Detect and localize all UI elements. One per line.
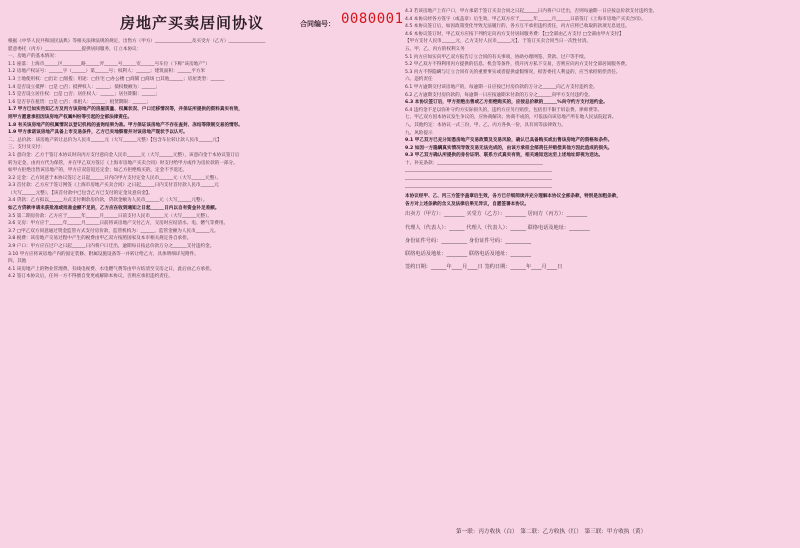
clause-line: 9.1 甲乙双方已充分知悉房地产交易政策及交易风险，确认已具备购买或出售该房地产的资格和条件。 [405,138,613,144]
clause-line: 十、补充条款：______________________________________________ [405,160,543,166]
clause-line: 1.6 是否存在租赁：□是 □否；承租人：______；租赁期限：______； [8,99,151,105]
clause-line: 八、其他约定：本协议一式三份，甲、乙、丙方各执一份，具有同等法律效力。 [405,122,566,128]
clause-line: 4.2 签订本协议后，任何一方不得擅自变更或解除本协议，否则应承担违约责任。 [8,274,173,280]
clause-line: 5.3 丙方不得隐瞒与订立合同有关的重要事实或者提供虚假情况，损害委托人利益的，应当承担赔偿责任。 [405,69,621,75]
clause-line: 根据《中华人民共和国民法典》等相关法律法规的规定，出售方（甲方）________________及买受方（乙方）________________ [8,39,266,44]
clause-line: 1.7 甲方已如实告知乙方及丙方该房地产的房屋质量、权属状况、户口迁移情况等，并保证所提供的资料真实有效， [8,107,243,113]
clause-line: 愿意委托（丙方）________________提供居间服务，订立本协议： [8,46,142,52]
clause-line: 五、甲、乙、丙方的权利义务 [405,46,465,52]
clause-line: 1.8 有关该房地产的权属情况以登记机构的查询结果为准。甲方保证该房地产不存在查封、冻结等限制交易的情形。 [8,122,243,128]
signature-line[interactable]: 代理人（代表人）：______ 代理人（代表人）：______ 联络电话及地址：________ [405,224,590,231]
signature-line[interactable]: 联络电话及地址：________ 联络电话及地址：________ [405,251,532,258]
clause-line: 4.4 本协议经各方签字（或盖章）后生效，甲乙双方应于______年______月______日前签订《上海市房地产买卖合同》。 [405,16,646,22]
clause-line: 如甲方拒绝出售该房地产的，甲方应双倍返还定金；如乙方拒绝购买的，定金不予返还。 [8,168,188,174]
clause-line: 3.9 户口：甲方应在过户之日起______日内将户口迁出，逾期每日按总价款万分之______支付违约金。 [8,244,215,250]
clause-line: 4.3 若该房地产上有户口，甲方承诺于签订买卖合同之日起______日内将户口迁出，否则每逾期一日应按总价款支付违约金。 [405,9,658,14]
clause-line: ________________________________________________________________ [405,183,552,189]
clause-line: 三、支付及交付： [8,145,45,151]
clause-line: 4.5 本协议签订后，如因政策变化导致无法履行的，各方互不承担违约责任，丙方应将已收取的款项无息退还。 [405,24,630,30]
clause-line: 5.2 甲乙双方不得利用丙方提供的信息、机会等条件，绕开丙方私下交易，否则应向丙方支付全部居间服务费。 [405,62,630,68]
clause-line: （大写______元整），【该首付款中已包含乙方已支付的定金及意向金】。 [8,190,153,196]
clause-line: 1.1 座落：上海市______区________路______弄______号______室______号车位（下称“该房地产”） [8,61,210,67]
document-title: 房地产买卖居间协议 [120,14,265,32]
right-column [405,8,795,544]
clause-line: 3.4 贷款：乙方拟以______方式支付剩余房价款，贷款金额为人民币______元（大写______元整）。 [8,198,208,204]
clause-line: 1.4 是否设立抵押：□是 □否；抵押权人：______；债权数额为：______； [8,84,161,90]
signature-line[interactable]: 签约日期：______年____月____日 签约日期：______年____月____日 [405,264,563,271]
clause-line: 如乙方贷款申请未获批准或批准金额不足的，乙方应在收到通知之日起______日内以自有资金补足差额。 [8,206,220,212]
clause-line: 6.1 甲方逾期交付该房地产的，每逾期一日应按已付房价款的万分之______向乙方支付违约金。 [405,84,598,90]
clause-line: ________________________________________________________________ [405,168,552,174]
clause-line: 6.3 本协议签订后，甲方拒绝出售或乙方拒绝购买的，应按总价款的______%向守约方支付违约金。 [405,100,608,106]
copy-distribution-footer: 第一联：丙方收执（白） 第二联：乙方收执（红） 第三联：甲方收执（黄） [456,529,647,535]
clause-line: 3.2 定金：乙方同意于本协议签订之日起______日内向甲方支付定金人民币______元（大写______元整）。 [8,175,222,181]
clause-line: 3.3 首付款：乙方应于签订网签《上海市房地产买卖合同》之日起______日内支付首付款人民币______元 [8,183,219,189]
clause-line: 6.4 违约金不足以弥补守约方实际损失的，违约方应另行赔偿，包括但不限于诉讼费、律师费等。 [405,107,603,113]
clause-line: 3.10 甲方应将该房地产内的固定装修、附属设施设备等一并转让给乙方，具体明细详见附件。 [8,251,199,257]
clause-line: 各方对上述条款的含义及法律后果无异议，自愿签署本协议。 [405,201,530,207]
clause-line: 6.2 乙方逾期支付房价款的，每逾期一日应按逾期未付款的万分之______向甲方支付违约金。 [405,92,593,98]
clause-line: 5.1 丙方应如实向甲乙双方报告订立合同的有关事项，协助办理网签、贷款、过户等手续。 [405,54,589,60]
clause-line: 1.5 是否设立居住权：□是 □否；居住权人：______；居住期限：______； [8,92,161,98]
clause-line: 一、房地产的基本情况： [8,54,59,60]
signature-block [405,208,795,274]
clause-line: 四、其他 [8,259,27,265]
clause-line: 9.3 甲乙双方确认所提供的身份证明、联系方式真实有效，相关通知送达至上述地址即视为送达。 [405,153,604,159]
clause-line: 3.6 交房：甲方应于______年______月______日前将该房地产交付乙方，交房时应结清水、电、燃气等费用。 [8,221,229,227]
clause-line: 4.6 本协议签订时，甲乙双方应按下列约定向丙方支付居间服务费：【□全部由乙方支付 □全部由甲方支付】 [405,31,624,37]
title-row [8,8,404,38]
clause-line: 1.3 土地使用权：□出让 □划拨；用途：□住宅 □办公楼 □商铺 □商场 □其他______；房屋类型：______ [8,76,225,82]
contract-number-label: 合同编号： [300,20,335,28]
clause-line: 二、总价款：该房地产转让总价为人民币______元（大写______元整）【包含车位转让款人民币______元】 [8,137,222,143]
clause-line: 4.1 该房地产上的物业管理费、有线电视费、水电燃气费等由甲方结清至交房之日，此后由乙方承担。 [8,266,215,272]
clause-line: 六、违约责任 [405,77,433,83]
clause-line: 3.7 □甲乙双方同意通过资金监管方式支付房价款，监管机构为：______，监管金额为人民币______元。 [8,228,219,234]
clause-line: 3.1 意向金：乙方于签订本协议时向丙方支付意向金人民币______元（大写______元整），该意向金于本协议签订后 [8,152,240,158]
clause-line: 1.9 甲方承诺该房地产具备上市交易条件，乙方已实地察看并对该房地产现状予以认可。 [8,130,188,136]
clause-line: ________________________________________________________________ [405,176,552,182]
clause-line: 【甲方支付人民币______元，乙方支付人民币______元】，于签订买卖合同当日一次性付清。 [405,39,592,45]
left-clauses [8,38,394,281]
clause-line: 3.5 第二期房价款：乙方应于______年______月______日前支付人民币______元（大写______元整）。 [8,213,213,219]
clause-line: 1.2 房地产权证号：______字（______）第______号；权利人：______；建筑面积：______平方米 [8,69,206,75]
clause-line: 本协议经甲、乙、丙三方签字盖章后生效，各方已仔细阅读并充分理解本协议全部条款，特别是加粗条款， [405,194,621,200]
signature-line[interactable]: 出卖方（甲方）：________ 买受方（乙方）：________ 居间方（丙方）：________ [405,211,588,218]
clause-line: 3.8 税费：该房地产交易过程中产生的税费由甲乙双方按照国家及本市相关规定各自承担。 [8,236,192,242]
signature-line[interactable]: 身份证件号码：__________ 身份证件号码：__________ [405,237,532,244]
clause-line: 九、风险提示 [405,130,433,136]
clause-line: 9.2 如因一方隐瞒真实情况导致交易无法完成的，由该方承担全部责任并赔偿其他方因此造成的损失。 [405,145,613,151]
clause-line: 七、甲乙双方因本协议发生争议的，应协商解决；协商不成的，可依法向该房地产所在地人民法院起诉。 [405,115,617,121]
contract-number: 0080001 [341,11,404,27]
clause-line: 则甲方愿意承担因该房地产权属纠纷等引起的全部法律责任。 [8,114,133,120]
clause-line: 转为定金，由丙方代为保管，并在甲乙双方签订《上海市房地产买卖合同》时支付给甲方或作为房价款的一部分。 [8,160,238,166]
left-column [8,8,404,544]
right-clauses [405,8,795,208]
